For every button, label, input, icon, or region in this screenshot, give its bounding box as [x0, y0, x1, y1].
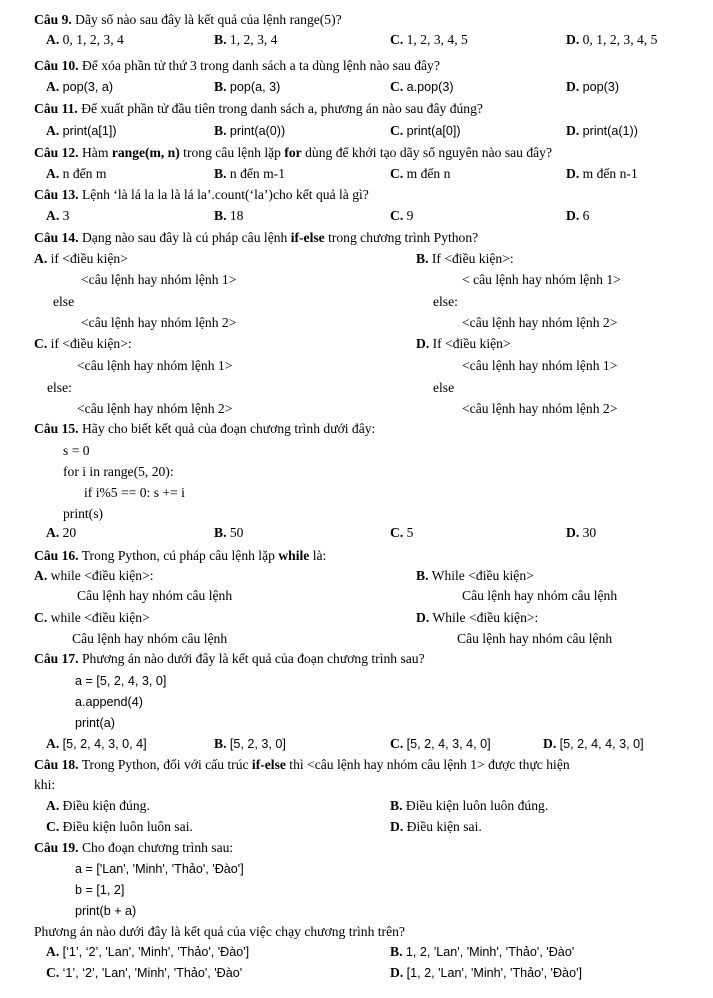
option-c: C. [5, 2, 4, 3, 4, 0] [390, 736, 491, 751]
option-c-line-3: else: [47, 380, 72, 395]
option-a: A. Điều kiện đúng. [46, 798, 150, 813]
option-c-line-4: <câu lệnh hay nhóm lệnh 2> [77, 401, 233, 416]
option-b: B. pop(a, 3) [214, 79, 281, 94]
question-18-cont: khi: [34, 777, 56, 792]
option-b: B. 18 [214, 208, 244, 223]
option-d-line-3: else [433, 380, 455, 395]
question-17: Câu 17. Phương án nào dưới đây là kết quả của đoạn chương trình sau? [34, 651, 425, 666]
option-b: B. While <điều kiện> [416, 568, 534, 583]
code-line: for i in range(5, 20): [63, 464, 174, 479]
option-a: A. [‘1’, ‘2’, 'Lan', 'Minh', 'Thảo', 'Đào'] [46, 944, 250, 959]
option-b: B. n đến m-1 [214, 166, 285, 181]
option-a: A. while <điều kiện>: [34, 568, 154, 583]
option-b: B. 1, 2, 'Lan', 'Minh', 'Thảo', 'Đào' [390, 944, 575, 959]
option-b: B. 50 [214, 525, 244, 540]
option-b-line-4: <câu lệnh hay nhóm lệnh 2> [462, 315, 618, 330]
option-c-line-2: Câu lệnh hay nhóm câu lệnh [72, 631, 228, 646]
code-line: print(b + a) [75, 904, 137, 918]
question-text: Dãy số nào sau đây là kết quả của lệnh range(5)? [71, 12, 342, 27]
code-line: print(a) [75, 716, 115, 730]
code-line: b = [1, 2] [75, 883, 125, 897]
option-d: D. While <điều kiện>: [416, 610, 539, 625]
option-b: B. If <điều kiện>: [416, 251, 514, 266]
option-d: D. If <điều kiện> [416, 336, 511, 351]
option-a-line-2: Câu lệnh hay nhóm câu lệnh [77, 588, 233, 603]
option-d: D. 30 [566, 525, 597, 540]
option-c: C. while <điều kiện> [34, 610, 150, 625]
option-d: D. Điều kiện sai. [390, 819, 482, 834]
question-10: Câu 10. Để xóa phần tử thứ 3 trong danh sách a ta dùng lệnh nào sau đây? [34, 58, 440, 73]
option-a-line-3: else [53, 294, 75, 309]
code-line: a = [5, 2, 4, 3, 0] [75, 674, 167, 688]
option-d: D. 0, 1, 2, 3, 4, 5 [566, 32, 658, 47]
option-a-line-2: <câu lệnh hay nhóm lệnh 1> [81, 272, 237, 287]
option-a: A. n đến m [46, 166, 107, 181]
option-c-line-2: <câu lệnh hay nhóm lệnh 1> [77, 358, 233, 373]
option-d: D. [1, 2, 'Lan', 'Minh', 'Thảo', 'Đào'] [390, 965, 582, 980]
option-c: C. 9 [390, 208, 414, 223]
option-a: A. 3 [46, 208, 70, 223]
option-c: C. if <điều kiện>: [34, 336, 132, 351]
code-line: s = 0 [63, 443, 90, 458]
option-c: C. m đến n [390, 166, 451, 181]
option-a: A. 0, 1, 2, 3, 4 [46, 32, 124, 47]
option-d: D. [5, 2, 4, 4, 3, 0] [543, 736, 644, 751]
option-c: C. Điều kiện luôn luôn sai. [46, 819, 193, 834]
option-c: C. print(a[0]) [390, 123, 461, 138]
option-a-line-4: <câu lệnh hay nhóm lệnh 2> [81, 315, 237, 330]
option-b-line-3: else: [433, 294, 458, 309]
option-c: C. 5 [390, 525, 414, 540]
option-d: D. 6 [566, 208, 590, 223]
option-b: B. print(a(0)) [214, 123, 286, 138]
question-16: Câu 16. Trong Python, cú pháp câu lệnh lặp while là: [34, 548, 327, 563]
question-18: Câu 18. Trong Python, đối với cấu trúc if-else thì <câu lệnh hay nhóm câu lệnh 1> được thực hiện [34, 757, 570, 772]
code-line: print(s) [63, 506, 104, 521]
option-b: B. 1, 2, 3, 4 [214, 32, 278, 47]
option-d-line-2: Câu lệnh hay nhóm câu lệnh [457, 631, 613, 646]
question-19: Câu 19. Cho đoạn chương trình sau: [34, 840, 234, 855]
option-a: A. print(a[1]) [46, 123, 117, 138]
option-c: C. ‘1’, ‘2’, 'Lan', 'Minh', 'Thảo', 'Đào' [46, 965, 243, 980]
code-line: if i%5 == 0: s += i [84, 485, 185, 500]
option-d: D. pop(3) [566, 79, 620, 94]
option-b-line-2: < câu lệnh hay nhóm lệnh 1> [462, 272, 621, 287]
option-a: A. [5, 2, 4, 3, 0, 4] [46, 736, 147, 751]
option-b: B. [5, 2, 3, 0] [214, 736, 286, 751]
option-a: A. 20 [46, 525, 77, 540]
option-a: A. pop(3, a) [46, 79, 114, 94]
question-9 [34, 12, 342, 28]
option-c: C. 1, 2, 3, 4, 5 [390, 32, 468, 47]
code-line: a = ['Lan', 'Minh', 'Thảo', 'Đào'] [75, 862, 244, 876]
option-c: C. a.pop(3) [390, 79, 454, 94]
option-b: B. Điều kiện luôn luôn đúng. [390, 798, 549, 813]
question-14: Câu 14. Dạng nào sau đây là cú pháp câu lệnh if-else trong chương trình Python? [34, 230, 479, 245]
code-line: a.append(4) [75, 695, 143, 709]
question-11: Câu 11. Để xuất phần tử đầu tiên trong danh sách a, phương án nào sau đây đúng? [34, 101, 483, 116]
option-d: D. m đến n-1 [566, 166, 638, 181]
question-15: Câu 15. Hãy cho biết kết quả của đoạn chương trình dưới đây: [34, 421, 376, 436]
option-d: D. print(a(1)) [566, 123, 638, 138]
question-13: Câu 13. Lệnh ‘là lá la la là lá la’.count(‘la’)cho kết quả là gì? [34, 187, 369, 202]
option-b-line-2: Câu lệnh hay nhóm câu lệnh [462, 588, 618, 603]
option-d-line-2: <câu lệnh hay nhóm lệnh 1> [462, 358, 618, 373]
question-number: Câu 9. [34, 12, 72, 27]
option-a: A. if <điều kiện> [34, 251, 128, 266]
option-d-line-4: <câu lệnh hay nhóm lệnh 2> [462, 401, 618, 416]
question-19-prompt: Phương án nào dưới đây là kết quả của việc chạy chương trình trên? [34, 924, 405, 939]
question-12: Câu 12. Hàm range(m, n) trong câu lệnh lặp for dùng để khởi tạo dãy số nguyên nào sau đây? [34, 145, 553, 160]
